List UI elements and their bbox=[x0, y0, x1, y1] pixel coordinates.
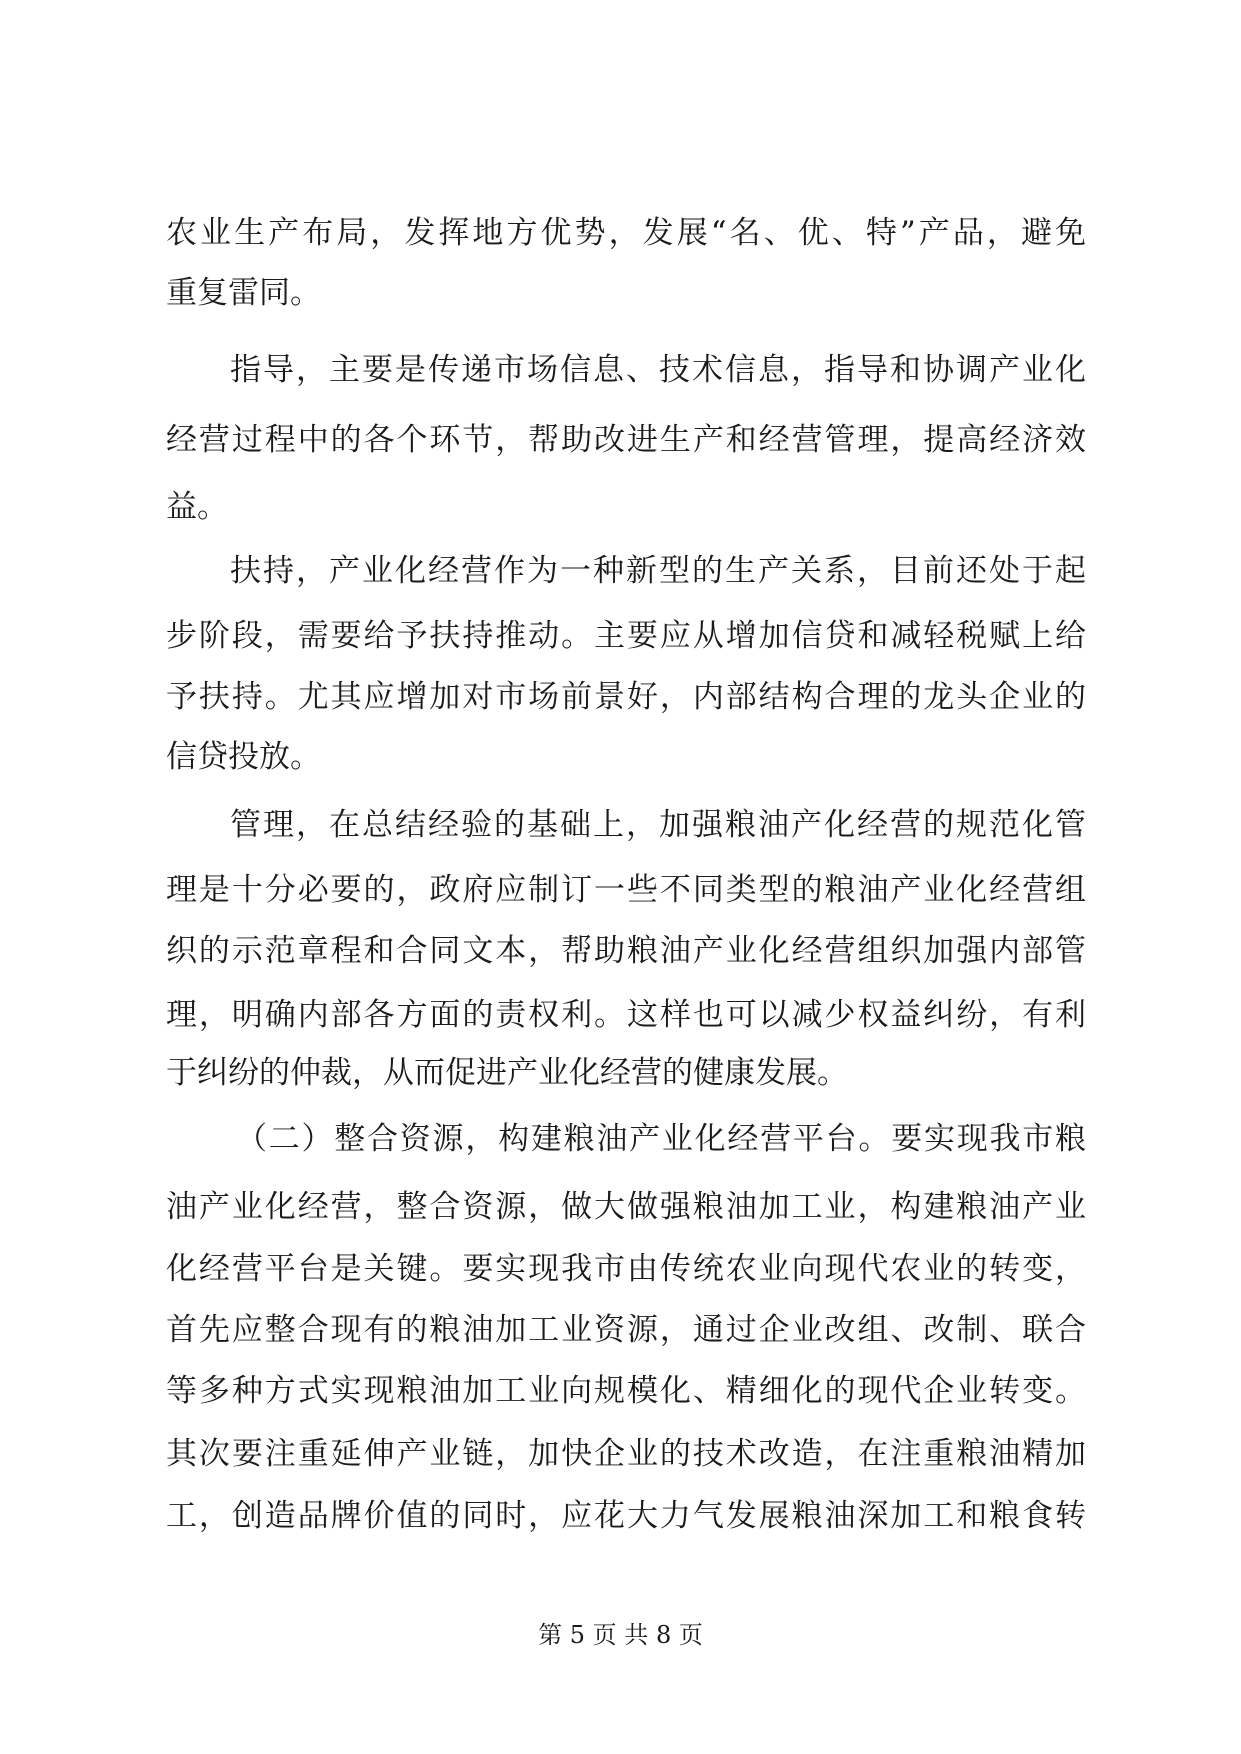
text-line: 其次要注重延伸产业链，加快企业的技术改造，在注重粮油精加 bbox=[166, 1436, 1086, 1472]
text-line: 化经营平台是关键。要实现我市由传统农业向现代农业的转变， bbox=[166, 1251, 1086, 1287]
text-line: 首先应整合现有的粮油加工业资源，通过企业改组、改制、联合 bbox=[166, 1312, 1086, 1348]
text-line: 重复雷同。 bbox=[166, 275, 321, 311]
text-line: 油产业化经营，整合资源，做大做强粮油加工业，构建粮油产业 bbox=[166, 1189, 1086, 1225]
text-line: 农业生产布局，发挥地方优势，发展“名、优、特”产品，避免 bbox=[166, 215, 1086, 251]
text-line: 步阶段，需要给予扶持推动。主要应从增加信贷和减轻税赋上给 bbox=[166, 618, 1086, 654]
text-line: 指导，主要是传递市场信息、技术信息，指导和协调产业化 bbox=[230, 352, 1086, 388]
text-line: 管理，在总结经验的基础上，加强粮油产化经营的规范化管 bbox=[230, 807, 1086, 843]
text-line: 等多种方式实现粮油加工业向规模化、精细化的现代企业转变。 bbox=[166, 1373, 1086, 1409]
text-line: 予扶持。尤其应增加对市场前景好，内部结构合理的龙头企业的 bbox=[166, 679, 1086, 715]
text-line: 益。 bbox=[166, 489, 228, 525]
text-line: 于纠纷的仲裁，从而促进产业化经营的健康发展。 bbox=[166, 1055, 848, 1091]
text-line: 信贷投放。 bbox=[166, 739, 321, 775]
text-line: 理，明确内部各方面的责权利。这样也可以减少权益纠纷，有利 bbox=[166, 997, 1086, 1033]
text-line: （二）整合资源，构建粮油产业化经营平台。要实现我市粮 bbox=[236, 1121, 1086, 1157]
page-footer: 第 5 页 共 8 页 bbox=[538, 1621, 703, 1649]
text-line: 工，创造品牌价值的同时，应花大力气发展粮油深加工和粮食转 bbox=[166, 1498, 1086, 1534]
text-line: 经营过程中的各个环节，帮助改进生产和经营管理，提高经济效 bbox=[166, 422, 1086, 458]
text-line: 理是十分必要的，政府应制订一些不同类型的粮油产业化经营组 bbox=[166, 872, 1086, 908]
text-line: 织的示范章程和合同文本，帮助粮油产业化经营组织加强内部管 bbox=[166, 933, 1086, 969]
text-line: 扶持，产业化经营作为一种新型的生产关系，目前还处于起 bbox=[230, 553, 1086, 589]
